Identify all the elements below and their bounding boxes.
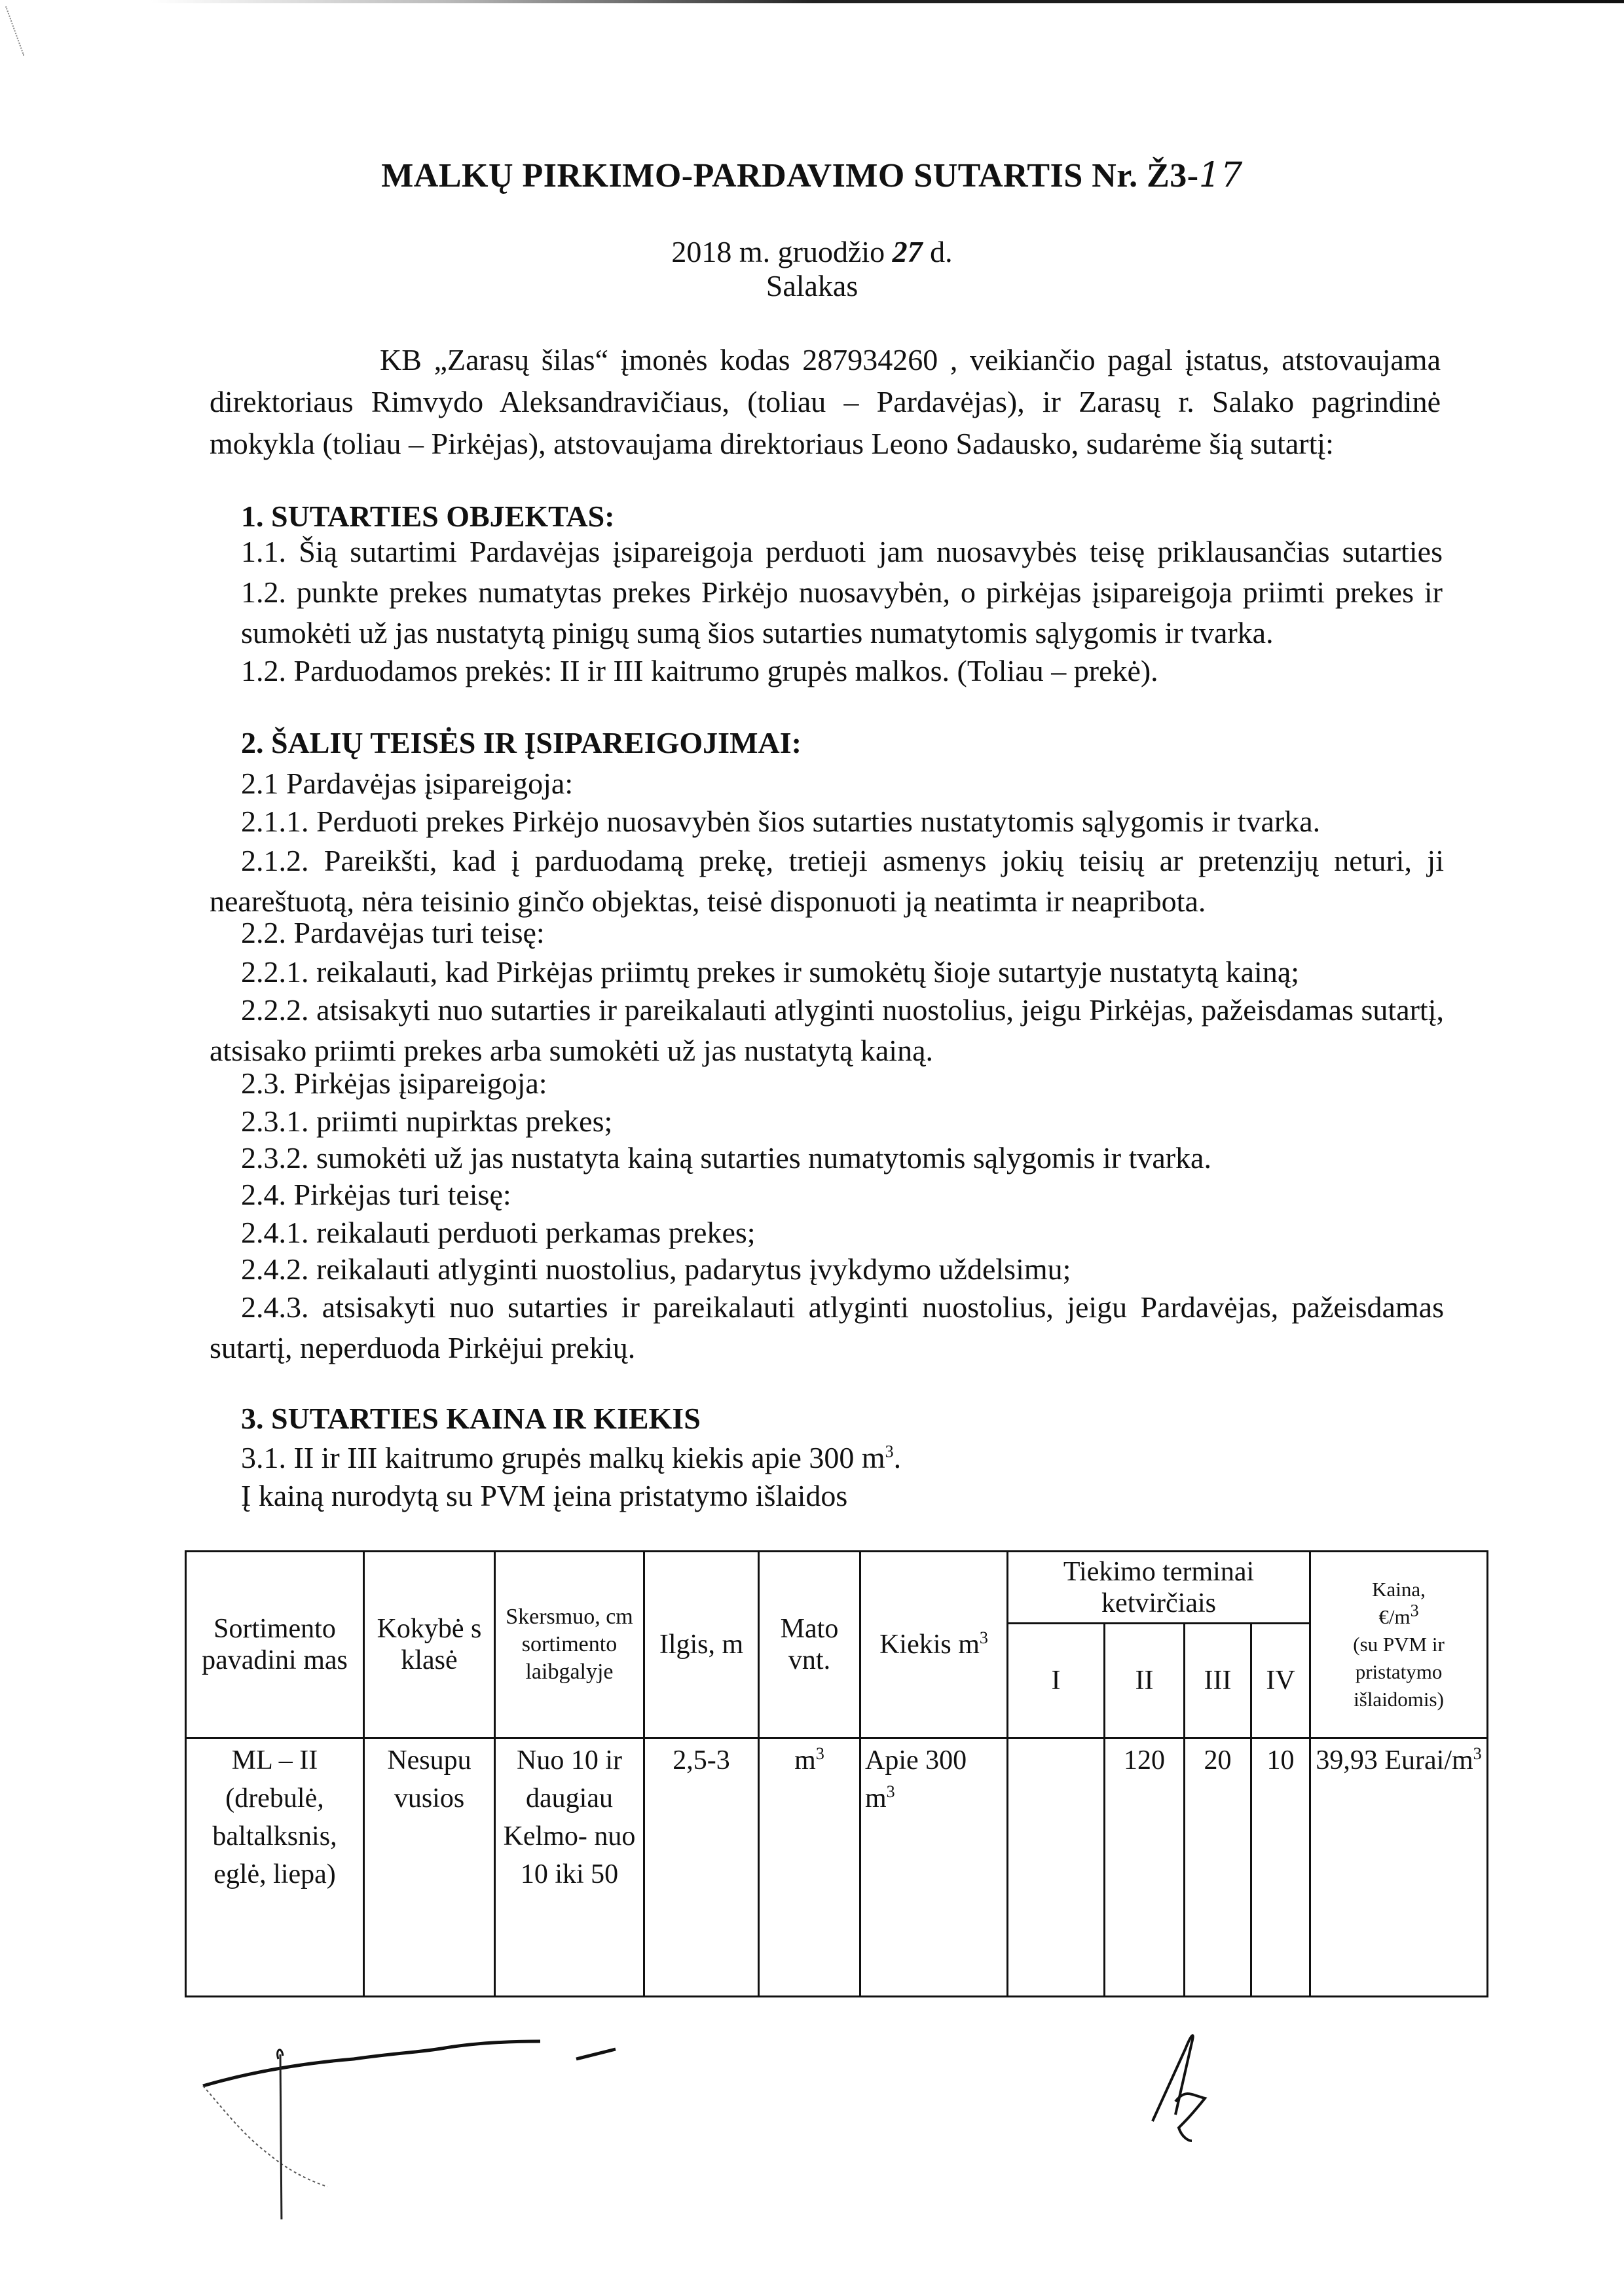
section-1-heading: 1. SUTARTIES OBJEKTAS: [241, 500, 615, 533]
scan-edge-artifact [5, 6, 26, 56]
section-2-heading: 2. ŠALIŲ TEISĖS IR ĮSIPAREIGOJIMAI: [241, 726, 802, 759]
col-header-delivery: Tiekimo terminai ketvirčiais [1008, 1552, 1310, 1624]
clause-2-2-2: 2.2.2. atsisakyti nuo sutarties ir pareikalauti atlyginti nuostolius, jeigu Pirkėjas, pažeisdamas sutartį, atsisako priimti prekes arba sumokėti už jas nustatytą kainą. [210, 993, 1444, 1067]
table-row [186, 1738, 1488, 1997]
clause-3-1 [241, 1440, 901, 1475]
cubic-superscript: 3 [815, 1744, 824, 1763]
price-note: Į kainą nurodytą su PVM įeina pristatymo išlaidos [241, 1479, 848, 1512]
cell-length: 2,5-3 [644, 1738, 759, 1997]
price-header-line1: Kaina, [1372, 1578, 1426, 1601]
date-suffix: d. [930, 235, 953, 268]
cell-sortiment: ML – II (drebulė, baltalksnis, eglė, liepa) [186, 1738, 364, 1997]
clause-2-3-1: 2.3.1. priimti nupirktas prekes; [241, 1104, 613, 1138]
clause-2-1-2: 2.1.2. Pareikšti, kad į parduodamą prekę, tretieji asmenys jokių teisių ar pretenzijų neturi, ji neareštuotą, nėra teisinio ginčo objektas, teisė disponuoti ją neatimta ir neapribota. [210, 844, 1444, 918]
cell-q3: 20 [1185, 1738, 1251, 1997]
firewood-price-table [185, 1550, 1488, 1997]
cubic-superscript: 3 [886, 1782, 895, 1801]
clause-2-4-3: 2.4.3. atsisakyti nuo sutarties ir pareikalauti atlyginti nuostolius, jeigu Pardavėjas, pažeisdamas sutartį, neperduoda Pirkėjui prekių. [210, 1290, 1444, 1364]
cell-q4: 10 [1251, 1738, 1310, 1997]
clause-3-1-end: . [893, 1441, 902, 1474]
col-header-unit: Mato vnt. [759, 1552, 860, 1738]
cell-diameter: Nuo 10 ir daugiau Kelmo- nuo 10 iki 50 [495, 1738, 644, 1997]
clause-2-3: 2.3. Pirkėjas įsipareigoja: [241, 1066, 547, 1100]
seller-signature-icon [183, 2023, 904, 2219]
clause-2-4: 2.4. Pirkėjas turi teisę: [241, 1178, 511, 1211]
col-header-q4: IV [1251, 1624, 1310, 1738]
clause-2-4-1: 2.4.1. reikalauti perduoti perkamas prekes; [241, 1216, 756, 1249]
section-3-heading: 3. SUTARTIES KAINA IR KIEKIS [241, 1402, 701, 1435]
price-header-line2 [1315, 1603, 1483, 1631]
date-prefix: 2018 m. gruodžio [671, 235, 885, 268]
cell-quantity [860, 1738, 1008, 1997]
price-unit: €/m [1378, 1605, 1411, 1628]
col-header-diameter: Skersmuo, cm sortimento laibgalyje [495, 1552, 644, 1738]
clause-3-1-text: 3.1. II ir III kaitrumo grupės malkų kiekis apie 300 m [241, 1441, 885, 1474]
cubic-superscript: 3 [885, 1442, 894, 1461]
handwritten-contract-number: 17 [1198, 156, 1243, 195]
clause-2-2-1: 2.2.1. reikalauti, kad Pirkėjas priimtų prekes ir sumokėtų šioje sutartyje nustatytą kainą; [241, 955, 1300, 989]
cubic-superscript: 3 [979, 1628, 988, 1647]
clause-1-2: 1.2. Parduodamos prekės: II ir III kaitrumo grupės malkos. (Toliau – prekė). [241, 654, 1158, 687]
cell-q1 [1008, 1738, 1105, 1997]
clause-2-2: 2.2. Pardavėjas turi teisę: [241, 916, 545, 949]
table-header-row [186, 1552, 1488, 1624]
cubic-superscript: 3 [1410, 1601, 1419, 1620]
scan-edge-artifact [151, 0, 1624, 3]
cell-unit [759, 1738, 860, 1997]
col-header-price [1310, 1552, 1488, 1738]
clause-2-3-2: 2.3.2. sumokėti už jas nustatyta kainą sutarties numatytomis sąlygomis ir tvarka. [241, 1141, 1211, 1175]
clause-2-1-1: 2.1.1. Perduoti prekes Pirkėjo nuosavybėn šios sutarties nustatytomis sąlygomis ir tvarka. [241, 805, 1321, 838]
title-text: MALKŲ PIRKIMO-PARDAVIMO SUTARTIS Nr. Ž3- [381, 157, 1199, 194]
contract-place: Salakas [766, 269, 858, 302]
unit-text: m [794, 1745, 816, 1776]
contract-date [0, 234, 1624, 269]
price-header-line3: (su PVM ir pristatymo išlaidomis) [1353, 1633, 1445, 1711]
intro-paragraph: KB „Zarasų šilas“ įmonės kodas 287934260 , veikiančio pagal įstatus, atstovaujama direktoriaus Rimvydo Aleksandravičiaus, (toliau – Pardavėjas), ir Zarasų r. Salako pagrindinė mokykla (toliau – Pirkėjas), atstovaujama direktoriaus Leono Sadausko, sudarėme šią sutartį: [210, 343, 1441, 460]
cell-q2: 120 [1105, 1738, 1185, 1997]
col-header-length: Ilgis, m [644, 1552, 759, 1738]
quantity-header-text: Kiekis m [879, 1630, 980, 1660]
cell-quality: Nesupu vusios [364, 1738, 495, 1997]
cell-price [1310, 1738, 1488, 1997]
handwritten-day: 27 [892, 235, 923, 268]
col-header-quality: Kokybė s klasė [364, 1552, 495, 1738]
clause-2-4-2: 2.4.2. reikalauti atlyginti nuostolius, padarytus įvykdymo uždelsimu; [241, 1252, 1071, 1286]
col-header-q3: III [1185, 1624, 1251, 1738]
price-text: 39,93 Eurai/m [1316, 1745, 1473, 1776]
col-header-q1: I [1008, 1624, 1105, 1738]
clause-2-1: 2.1 Pardavėjas įsipareigoja: [241, 767, 574, 800]
quantity-text: Apie 300 m [865, 1745, 967, 1813]
document-title [0, 156, 1624, 195]
clause-1-1: 1.1. Šią sutartimi Pardavėjas įsipareigoja perduoti jam nuosavybės teisę priklausančias sutarties 1.2. punkte prekes numatytas prekes Pirkėjo nuosavybėn, o pirkėjas įsipareigoja priimti prekes ir sumokėti už jas nustatytą pinigų sumą šios sutarties numatytomis sąlygomis ir tvarka. [241, 535, 1443, 649]
cubic-superscript: 3 [1473, 1744, 1482, 1763]
buyer-signature-icon [1113, 2023, 1283, 2154]
col-header-q2: II [1105, 1624, 1185, 1738]
col-header-quantity [860, 1552, 1008, 1738]
col-header-sortiment: Sortimento pavadini mas [186, 1552, 364, 1738]
